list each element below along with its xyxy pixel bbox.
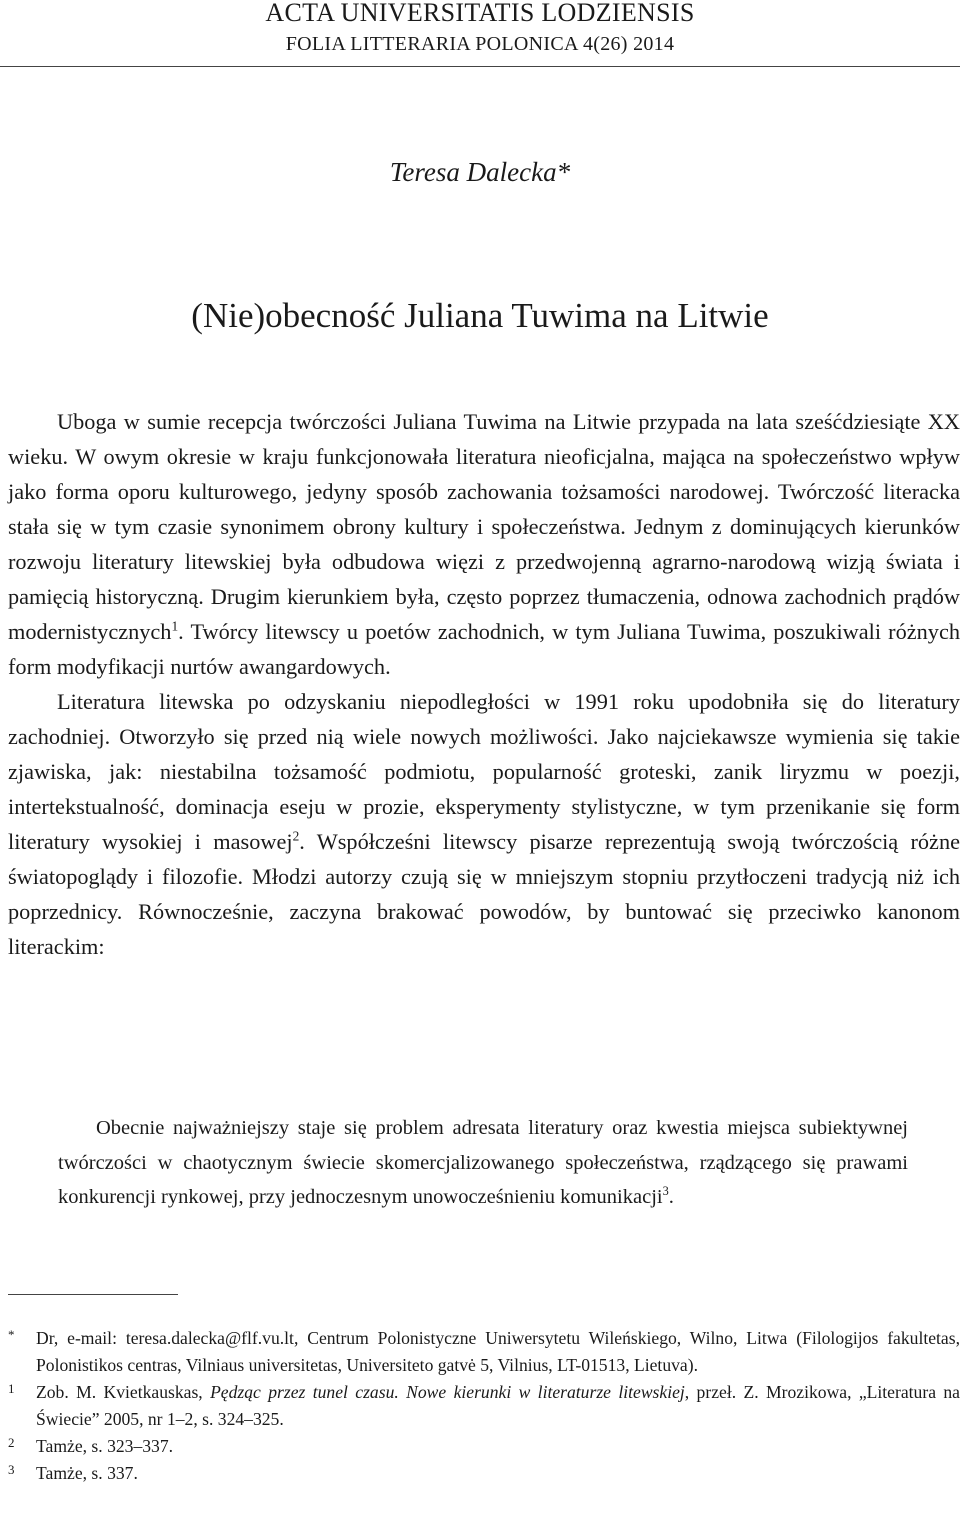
footnote-text: Dr, e-mail: teresa.dalecka@flf.vu.lt, Centrum Polonistyczne Uniwersytetu Wileńskiego, Wilno, Litwa (Filologijos fakultetas, Polonistikos centras, Vilniaus universitetas, Universiteto gatvė 5, Vilnius, LT-01513, Lietuva). [36, 1328, 960, 1375]
paragraph-text: Literatura litewska po odzyskaniu niepodległości w 1991 roku upodobniła się do literatury zachodniej. Otworzyło się przed nią wiele nowych możliwości. Jako najciekawsze wymienia się takie zjawiska, jak: niestabilna tożsamość podmiotu, popularność groteski, zanik liryzmu w poezji, intertekstualność, dominacja eseju w prozie, eksperymenty stylistyczne, w tym przenikanie się form literatury wysokiej i masowej [8, 689, 960, 854]
body-paragraph-2 [8, 684, 960, 964]
footnote-divider [8, 1294, 178, 1295]
paragraph-text: Uboga w sumie recepcja twórczości Juliana Tuwima na Litwie przypada na lata sześćdziesiąte XX wieku. W owym okresie w kraju funkcjonowała literatura nieoficjalna, mająca na społeczeństwo wpływ jako forma oporu kulturowego, jedyny sposób zachowania tożsamości narodowej. Twórczość literacka stała się w tym czasie synonimem obrony kultury i społeczeństwa. Jednym z dominujących kierunków rozwoju literatury litewskiej była odbudowa więzi z przedwojenną agrarno-narodową wizją świata i pamięcią historyczną. Drugim kierunkiem była, często poprzez tłumaczenia, odnowa zachodnich prądów modernistycznych [8, 409, 960, 644]
footnote-italic-title: Pędząc przez tunel czasu. Nowe kierunki w literaturze litewskiej [210, 1382, 685, 1402]
footnote [8, 1325, 960, 1379]
article-title: (Nie)obecność Juliana Tuwima na Litwie [191, 296, 769, 335]
article-body [8, 404, 960, 964]
footnote [8, 1460, 960, 1487]
footnote-ref-1[interactable]: 1 [171, 618, 179, 634]
footnote-mark: * [8, 1327, 15, 1342]
footnote [8, 1379, 960, 1433]
footnote-mark: 3 [8, 1462, 15, 1477]
block-quote [58, 1111, 908, 1215]
footnote-text: , przeł. Z. Mrozikowa, „Literatura na Świecie” 2005, nr 1–2, s. 324–325. [36, 1382, 960, 1429]
footnote-ref-2[interactable]: 2 [292, 828, 300, 844]
quote-paragraph [58, 1111, 908, 1215]
article-author: Teresa Dalecka* [389, 157, 571, 187]
body-paragraph-1 [8, 404, 960, 684]
footnote [8, 1433, 960, 1460]
journal-series: FOLIA LITTERARIA POLONICA 4(26) 2014 [285, 33, 675, 55]
footnote-mark: 2 [8, 1435, 15, 1450]
quote-end: . [668, 1186, 674, 1208]
journal-name: ACTA UNIVERSITATIS LODZIENSIS [265, 0, 695, 27]
quote-text: Obecnie najważniejszy staje się problem adresata literatury oraz kwestia miejsca subiektywnej twórczości w chaotycznym świecie skomercjalizowanego społeczeństwa, rządzącego się prawami konkurencji rynkowej, przy jednoczesnym unowocześnieniu komunikacji [58, 1117, 908, 1208]
paragraph-text: . Współcześni litewscy pisarze reprezentują swoją twórczością różne światopoglądy i filozofie. Młodzi autorzy czują się w mniejszym stopniu przytłoczeni tradycją niż ich poprzednicy. Równocześnie, zaczyna brakować powodów, by buntować się przeciwko kanonom literackim: [8, 829, 960, 959]
header-divider [0, 66, 960, 67]
footnote-ref-3[interactable]: 3 [662, 1184, 669, 1199]
footnote-text: Zob. M. Kvietkauskas, [36, 1382, 211, 1402]
paragraph-text: . Twórcy litewscy u poetów zachodnich, w tym Juliana Tuwima, poszukiwali różnych form modyfikacji nurtów awangardowych. [8, 619, 960, 679]
footnotes [8, 1325, 960, 1487]
footnote-text: Tamże, s. 323–337. [36, 1436, 174, 1456]
footnote-mark: 1 [8, 1381, 15, 1396]
footnote-text: Tamże, s. 337. [36, 1463, 138, 1483]
